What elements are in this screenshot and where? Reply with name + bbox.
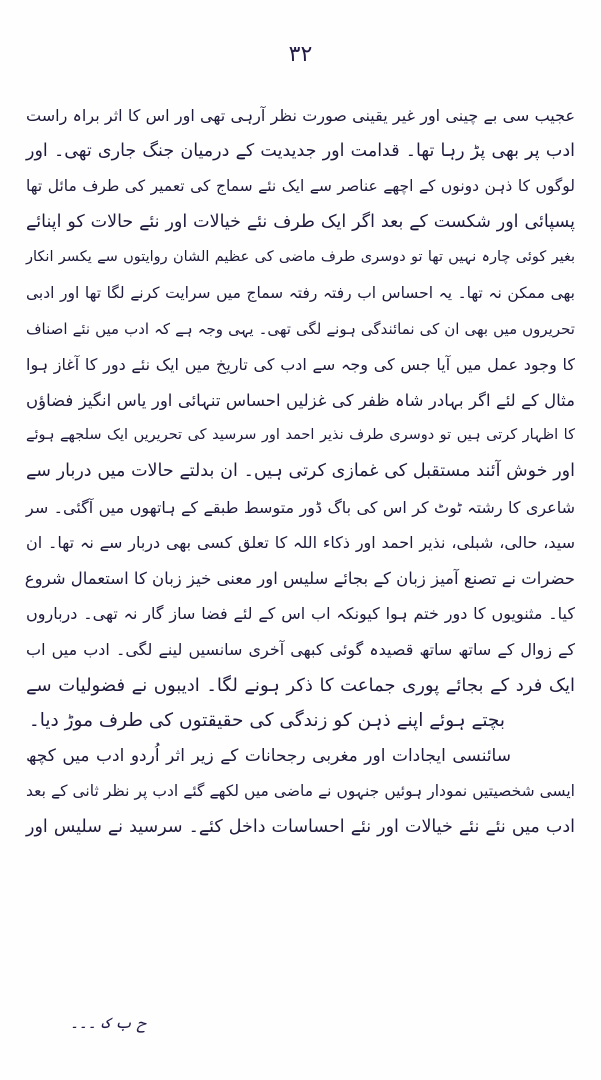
text-line-11: اور خوش آئند مستقبل کی غمازی کرتی ہیں۔ ان بدلتے حالات میں دربار سے [26, 460, 575, 481]
text-line-8: کا وجود عمل میں آیا جس کی وجہ سے ادب کی تاریخ میں ایک نئے دور کا آغاز ہوا [26, 355, 575, 375]
text-line-10: کا اظہار کرتی ہیں تو دوسری طرف نذیر احمد اور سرسید کی تحریریں ایک سلجھے ہوئے [26, 427, 575, 444]
footer-signature-mark: ح ب ک ۔۔۔ [70, 1014, 146, 1032]
text-line-12: شاعری کا رشتہ ٹوٹ کر اس کی باگ ڈور متوسط طبقے کے ہاتھوں میں آگئی۔ سر [26, 497, 575, 517]
text-line-7: تحریروں میں بھی ان کی نمائندگی ہونے لگی تھی۔ یہی وجہ ہے کہ ادب میں نئے اصناف [26, 319, 575, 338]
text-line-4: پسپائی اور شکست کے بعد اگر ایک طرف نئے خیالات اور نئے حالات کو اپنائے [26, 211, 575, 232]
body-text [26, 98, 575, 845]
text-line-19: سائنسی ایجادات اور مغربی رجحانات کے زیر اثر اُردو ادب میں کچھ [26, 745, 511, 766]
text-line-2: ادب پر بھی پڑ رہا تھا۔ قدامت اور جدیدیت کے درمیان جنگ جاری تھی۔ اور [26, 140, 575, 161]
text-line-18: بچتے ہوئے اپنے ذہن کو زندگی کی حقیقتوں کی طرف موڑ دیا۔ [28, 710, 505, 732]
text-line-15: کیا۔ مثنویوں کا دور ختم ہوا کیونکہ اب اس کے لئے فضا ساز گار نہ تھی۔ درباروں [26, 604, 575, 624]
text-line-16: کے زوال کے ساتھ ساتھ قصیدہ گوئی کبھی آخری سانسیں لینے لگی۔ ادب میں اب [26, 639, 575, 659]
text-line-14: حضرات نے تصنع آمیز زبان کے بجائے سلیس اور معنی خیز زبان کا استعمال شروع [24, 568, 575, 588]
text-line-3: لوگوں کا ذہن دونوں کے اچھے عناصر سے ایک نئے سماج کی تعمیر کی طرف مائل تھا [26, 177, 575, 196]
text-line-6: بھی ممکن نہ تھا۔ یہ احساس اب رفتہ رفتہ سماج میں سرایت کرنے لگا تھا اور ادبی [26, 283, 575, 302]
text-line-5: بغیر کوئی چارہ نہیں تھا تو دوسری طرف ماضی کی عظیم الشان روایتوں سے یکسر انکار [26, 249, 575, 266]
text-line-13: سید، حالی، شبلی، نذیر احمد اور ذکاء اللہ کا تعلق کسی بھی دربار سے نہ تھا۔ ان [26, 533, 575, 553]
text-line-1: عجیب سی بے چینی اور غیر یقینی صورت نظر آرہی تھی اور اس کا اثر براہ راست [26, 106, 575, 125]
text-line-17: ایک فرد کے بجائے پوری جماعت کا ذکر ہونے لگا۔ ادیبوں نے فضولیات سے [26, 674, 575, 696]
text-line-20: ایسی شخصیتیں نمودار ہوئیں جنہوں نے ماضی میں لکھے گئے ادب پر نظر ثانی کے بعد [26, 782, 575, 801]
text-line-21: ادب میں نئے نئے خیالات اور نئے احساسات داخل کئے۔ سرسید نے سلیس اور [26, 816, 575, 837]
page-number: ۳۲ [288, 42, 313, 67]
text-line-9: مثال کے لئے اگر بہادر شاہ ظفر کی غزلیں احساس تنہائی اور یاس انگیز فضاؤں [26, 390, 575, 410]
